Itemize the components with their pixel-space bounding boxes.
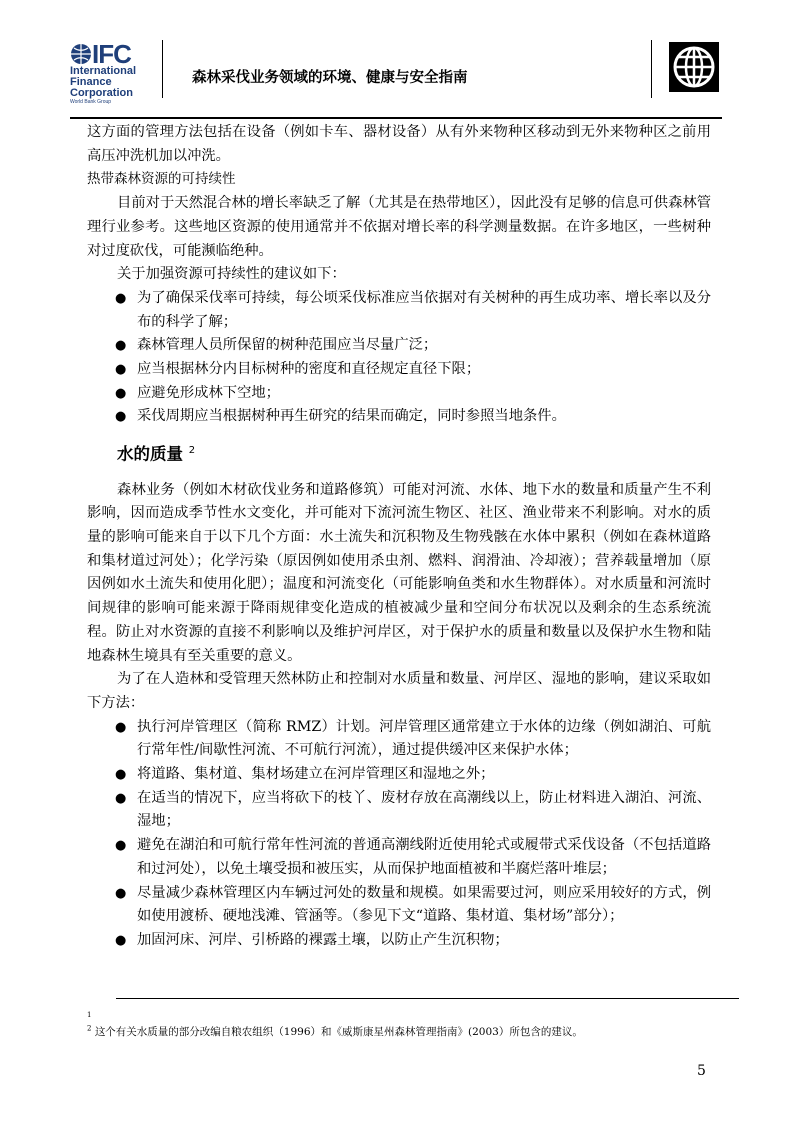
page-number: 5	[697, 1063, 706, 1079]
footnote-marker: 2	[87, 1024, 92, 1033]
paragraph: 这方面的管理方法包括在设备（例如卡车、器材设备）从有外来物种区移动到无外来物种区之前用高压冲洗机加以冲洗。	[87, 124, 711, 164]
paragraph: 目前对于天然混合林的增长率缺乏了解（尤其是在热带地区），因此没有足够的信息可供森林管理行业参考。这些地区资源的使用通常并不依据对增长率的科学测量数据。在许多地区，一些树种对过度砍伐，可能濒临绝种。	[87, 195, 711, 259]
paragraph: 森林业务（例如木材砍伐业务和道路修筑）可能对河流、水体、地下水的数量和质量产生不利影响，因而造成季节性水文变化，并可能对下流河流生物区、社区、渔业带来不利影响。对水的质量的影响可能来自于以下几个方面：水土流失和沉积物及生物残骸在水体中累积（例如在森林道路和集材道过河处）；化学污染（原因例如使用杀虫剂、燃料、润滑油、冷却液）；营养载量增加（原因例如水土流失和使用化肥）；温度和河流变化（可能影响鱼类和水生物群体）。对水质量和河流时间规律的影响可能来源于降雨规律变化造成的植被减少量和空间分布状况以及剩余的生态系统流程。防止对水资源的直接不利影响以及维护河岸区，对于保护水的质量和数量以及保护水生物和陆地森林生境具有至关重要的意义。	[87, 481, 711, 664]
logo-mark: IFC	[92, 39, 131, 69]
logo-line-1: International	[70, 65, 137, 77]
ifc-logo	[70, 39, 150, 106]
list-item: ● 采伐周期应当根据树种再生研究的结果而确定，同时参照当地条件。	[87, 405, 711, 429]
list-item: ● 执行河岸管理区（简称 RMZ）计划。河岸管理区通常建立于水体的边缘（例如湖泊、可航行常年性/间歇性河流、不可航行河流），通过提供缓冲区来保护水体；	[87, 716, 711, 763]
main-content	[87, 121, 711, 953]
footnote-text: 这个有关水质量的部分改编自粮农组织（1996）和《威斯康星州森林管理指南》(2003）所包含的建议。	[94, 1026, 583, 1038]
header-rule	[70, 117, 722, 119]
page-header	[0, 0, 793, 118]
page-title: 森林采伐业务领域的环境、健康与安全指南	[192, 70, 468, 86]
footnote-rule	[116, 998, 739, 999]
subheading: 热带森林资源的可持续性	[87, 171, 236, 188]
list-item: ● 应避免形成林下空地；	[87, 382, 711, 406]
list-item: ● 将道路、集材道、集材场建立在河岸管理区和湿地之外；	[87, 763, 711, 787]
footnote-1: 1	[87, 1011, 92, 1019]
method-list	[87, 716, 711, 953]
footnote-ref: 2	[188, 445, 196, 457]
recommendation-list	[87, 287, 711, 429]
section-heading	[117, 439, 711, 467]
list-item: ● 在适当的情况下，应当将砍下的枝丫、废材存放在高潮线以上，防止材料进入湖泊、河流、湿地；	[87, 787, 711, 834]
header-divider-left	[162, 40, 163, 98]
list-item: ● 加固河床、河岸、引桥路的裸露土壤，以防止产生沉积物；	[87, 929, 711, 953]
logo-subtitle: World Bank Group	[70, 99, 112, 105]
paragraph: 关于加强资源可持续性的建议如下：	[117, 266, 346, 283]
globe-icon	[70, 43, 92, 65]
list-item: ● 应当根据林分内目标树种的密度和直径规定直径下限；	[87, 358, 711, 382]
logo-line-2: Finance	[70, 76, 112, 88]
list-item: ● 森林管理人员所保留的树种范围应当尽量广泛；	[87, 334, 711, 358]
paragraph: 为了在人造林和受管理天然林防止和控制对水质量和数量、河岸区、湿地的影响，建议采取如下方法：	[87, 671, 711, 711]
footnote-2	[87, 1024, 583, 1039]
list-item: ● 避免在湖泊和可航行常年性河流的普通高潮线附近使用轮式或履带式采伐设备（不包括道路和过河处），以免土壤受损和被压实，从而保护地面植被和半腐烂落叶堆层；	[87, 834, 711, 881]
list-item: ● 为了确保采伐率可持续，每公顷采伐标准应当依据对有关树种的再生成功率、增长率以及分布的科学了解；	[87, 287, 711, 334]
world-bank-logo-icon	[669, 42, 719, 92]
list-item: ● 尽量减少森林管理区内车辆过河处的数量和规模。如果需要过河，则应采用较好的方式，例如使用渡桥、硬地浅滩、管涵等。（参见下文“道路、集材道、集材场”部分）；	[87, 882, 711, 929]
logo-line-3: Corporation	[70, 87, 133, 99]
header-divider-right	[651, 40, 652, 98]
section-heading-text: 水的质量	[117, 444, 183, 464]
